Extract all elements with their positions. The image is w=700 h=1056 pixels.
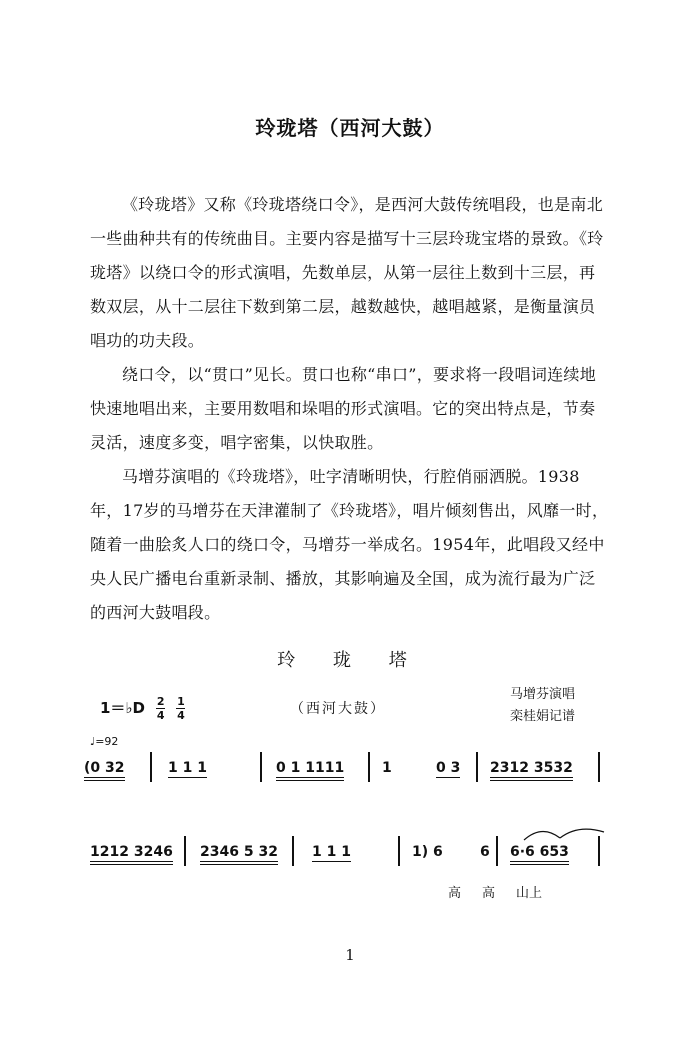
- measure: 0 3: [436, 760, 461, 776]
- measure: 6·6 653: [510, 844, 569, 865]
- measure: 1 1 1: [168, 760, 207, 776]
- key-label: 1＝♭D: [100, 699, 145, 717]
- bar-line: [184, 836, 186, 866]
- credits: [510, 684, 575, 728]
- score-subtitle: （西河大鼓）: [290, 701, 386, 717]
- measure: 1 1 1: [312, 844, 351, 860]
- measure: 2312 3532: [490, 760, 573, 781]
- transcriber-credit: 栾桂娟记谱: [510, 709, 576, 724]
- bar-line: [260, 752, 262, 782]
- intro-text: [90, 188, 610, 630]
- bar-line: [292, 836, 294, 866]
- bar-line: [150, 752, 152, 782]
- bar-line: [496, 836, 498, 866]
- intro-paragraph: 绕口令，以“贯口”见长。贯口也称“串口”，要求将一段唱词连续地快速地唱出来，主要用数唱和垛唱的形式演唱。它的突出特点是，节奏灵活，速度多变，唱字密集，以快取胜。: [90, 365, 597, 452]
- measure: 1) 6: [412, 844, 443, 860]
- measure: (0 32: [84, 760, 125, 781]
- bar-line: [598, 752, 600, 782]
- measure: 6: [480, 844, 490, 860]
- slur-mark: [520, 824, 610, 842]
- measure: 0 1 1111: [276, 760, 344, 781]
- lyric: 山上: [516, 886, 543, 901]
- score-row: [80, 752, 620, 812]
- time-signature: $\frac{1}{4}$: [177, 695, 185, 722]
- score-header: [0, 688, 700, 732]
- performer-credit: 马增芬演唱: [510, 687, 576, 702]
- measure: 1: [382, 760, 392, 776]
- page-title: 玲珑塔（西河大鼓）: [255, 116, 445, 140]
- page-number: 1: [345, 946, 355, 964]
- bar-line: [598, 836, 600, 866]
- song-title: 玲 珑 塔: [277, 650, 423, 671]
- bar-line: [368, 752, 370, 782]
- measure: 1212 3246: [90, 844, 173, 865]
- time-signature: $\frac{2}{4}$: [156, 695, 165, 722]
- key-signature: [100, 696, 185, 721]
- bar-line: [476, 752, 478, 782]
- lyric: 高: [448, 886, 462, 901]
- score-row: [80, 836, 620, 901]
- tempo-mark: ♩=92: [90, 735, 119, 748]
- bar-line: [398, 836, 400, 866]
- intro-paragraph: 《玲珑塔》又称《玲珑塔绕口令》，是西河大鼓传统唱段，也是南北一些曲种共有的传统曲目。主要内容是描写十三层玲珑宝塔的景致。《玲珑塔》以绕口令的形式演唱，先数单层，从第一层往上数到十三层，再数双层，从十二层往下数到第二层，越数越快，越唱越紧，是衡量演员唱功的功夫段。: [90, 195, 604, 350]
- measure: 2346 5 32: [200, 844, 278, 865]
- intro-paragraph: 马增芬演唱的《玲珑塔》，吐字清晰明快，行腔俏丽洒脱。1938年，17岁的马增芬在天津灌制了《玲珑塔》，唱片倾刻售出，风靡一时，随着一曲脍炙人口的绕口令，马增芬一举成名。1954年，此唱段又经中央人民广播电台重新录制、播放，其影响遍及全国，成为流行最为广泛的西河大鼓唱段。: [90, 467, 609, 622]
- lyric: 高: [482, 886, 496, 901]
